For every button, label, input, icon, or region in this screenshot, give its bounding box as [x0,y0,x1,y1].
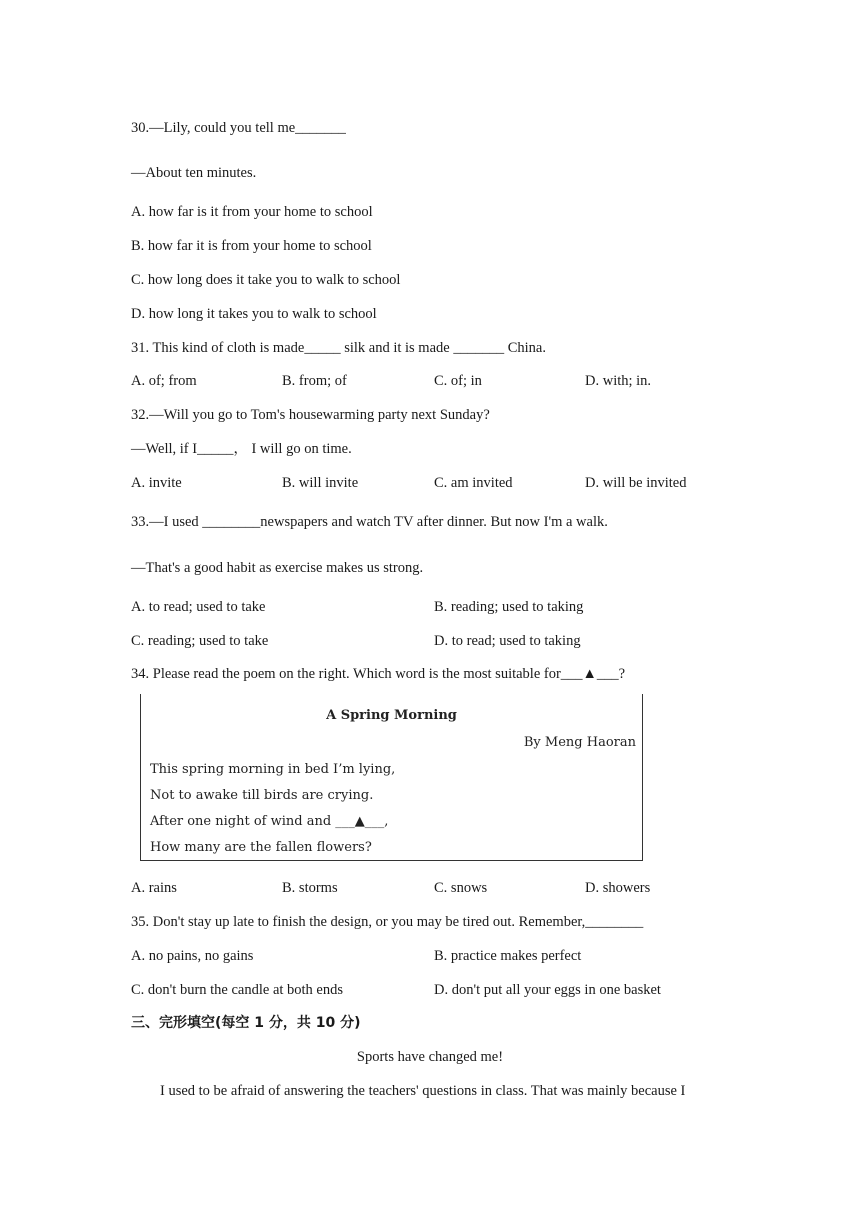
q33-stem: 33.—I used ________newspapers and watch TV after dinner. But now I'm a walk. [131,514,608,530]
q31-option-d: D. with; in. [585,373,652,389]
q35-option-c: C. don't burn the candle at both ends [131,982,344,998]
q32-option-d: D. will be invited [585,475,687,491]
q33-option-b: B. reading; used to taking [434,599,584,615]
section-heading: 三、完形填空(每空 1 分，共 10 分) [131,1015,361,1031]
q31-option-a: A. of; from [131,373,197,389]
q34-option-c: C. snows [434,880,488,896]
q31-stem: 31. This kind of cloth is made_____ silk and it is made _______ China. [131,340,546,356]
passage-first-line: I used to be afraid of answering the teachers' questions in class. That was mainly because I [160,1083,686,1099]
q30-option-d: D. how long it takes you to walk to school [131,306,377,322]
q33-option-d: D. to read; used to taking [434,633,581,649]
q33-reply: —That's a good habit as exercise makes us strong. [131,560,424,576]
q32-stem: 32.—Will you go to Tom's housewarming party next Sunday? [131,407,490,423]
q32-reply: —Well, if I_____， I will go on time. [131,441,352,457]
q33-option-c: C. reading; used to take [131,633,269,649]
q30-reply: —About ten minutes. [131,165,257,181]
q35-stem: 35. Don't stay up late to finish the design, or you may be tired out. Remember,________ [131,914,644,930]
poem-line: After one night of wind and ___▲___, [150,814,389,829]
poem-line: How many are the fallen flowers? [150,840,372,855]
q31-option-c: C. of; in [434,373,482,389]
poem-line: This spring morning in bed I’m lying, [150,762,396,777]
q34-option-d: D. showers [585,880,651,896]
q35-option-a: A. no pains, no gains [131,948,254,964]
q35-option-d: D. don't put all your eggs in one basket [434,982,661,998]
q34-option-a: A. rains [131,880,177,896]
q32-option-b: B. will invite [282,475,359,491]
poem-line: Not to awake till birds are crying. [150,788,374,803]
passage-title: Sports have changed me! [356,1049,504,1065]
poem-image [140,694,643,861]
q30-option-a: A. how far is it from your home to school [131,204,373,220]
q30-option-b: B. how far it is from your home to school [131,238,372,254]
q33-option-a: A. to read; used to take [131,599,266,615]
poem-title: A Spring Morning [326,708,457,723]
q34-stem: 34. Please read the poem on the right. Which word is the most suitable for___▲___? [131,666,626,682]
q31-option-b: B. from; of [282,373,347,389]
q30-option-c: C. how long does it take you to walk to school [131,272,401,288]
poem-author: By Meng Haoran [523,735,636,750]
q34-option-b: B. storms [282,880,338,896]
q30-stem: 30.—Lily, could you tell me_______ [131,120,346,136]
q32-option-a: A. invite [131,475,182,491]
q35-option-b: B. practice makes perfect [434,948,582,964]
q32-option-c: C. am invited [434,475,513,491]
